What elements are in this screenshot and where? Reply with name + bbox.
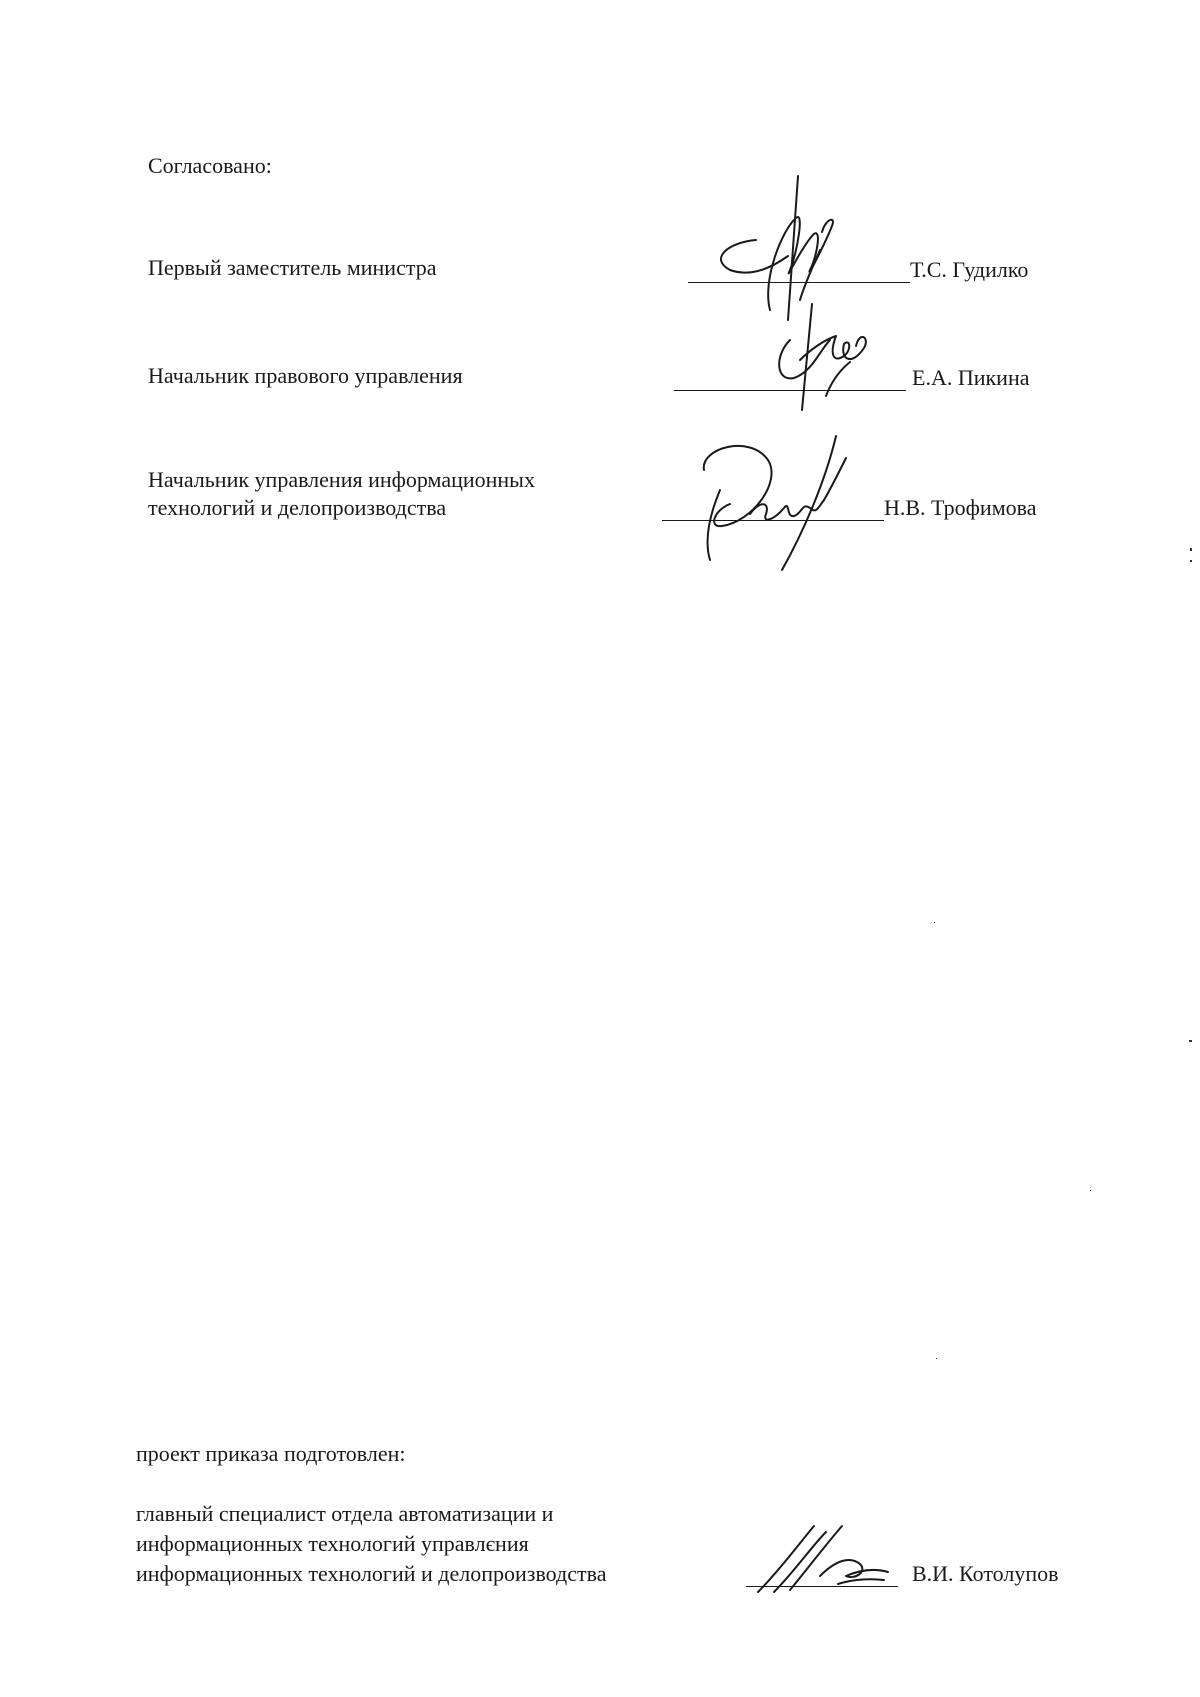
preparer-position-line1: главный специалист отдела автоматизации и bbox=[136, 1501, 554, 1526]
signatory-2-name: Е.А. Пикина bbox=[912, 365, 1030, 390]
signature-2 bbox=[760, 300, 880, 420]
scan-speck bbox=[1190, 560, 1192, 562]
approval-heading: Согласовано: bbox=[148, 153, 272, 178]
signatory-2-position: Начальник правового управления bbox=[148, 363, 463, 388]
preparer-position-line2: информационных технологий управлєния bbox=[136, 1531, 529, 1556]
signatory-3-position-line2: технологий и делопроизводства bbox=[148, 495, 447, 520]
scan-speck bbox=[1190, 548, 1192, 551]
scan-speck bbox=[934, 922, 935, 923]
scan-speck bbox=[1189, 1040, 1192, 1042]
preparer-position-line3: информационных технологий и делопроизводства bbox=[136, 1561, 607, 1586]
preparer-name: В.И. Котолупов bbox=[912, 1561, 1059, 1586]
signatory-3-name: Н.В. Трофимова bbox=[884, 495, 1037, 520]
scan-speck bbox=[1090, 1190, 1091, 1191]
prepared-heading: проект приказа подготовлен: bbox=[136, 1441, 406, 1466]
signature-3 bbox=[690, 430, 860, 580]
signatory-1-position: Первый заместитель министра bbox=[148, 255, 437, 280]
signatory-1-name: Т.С. Гудилко bbox=[910, 257, 1029, 282]
signature-4 bbox=[750, 1520, 910, 1600]
scan-speck bbox=[936, 1358, 937, 1359]
signatory-3-position-line1: Начальник управления информационных bbox=[148, 467, 535, 492]
